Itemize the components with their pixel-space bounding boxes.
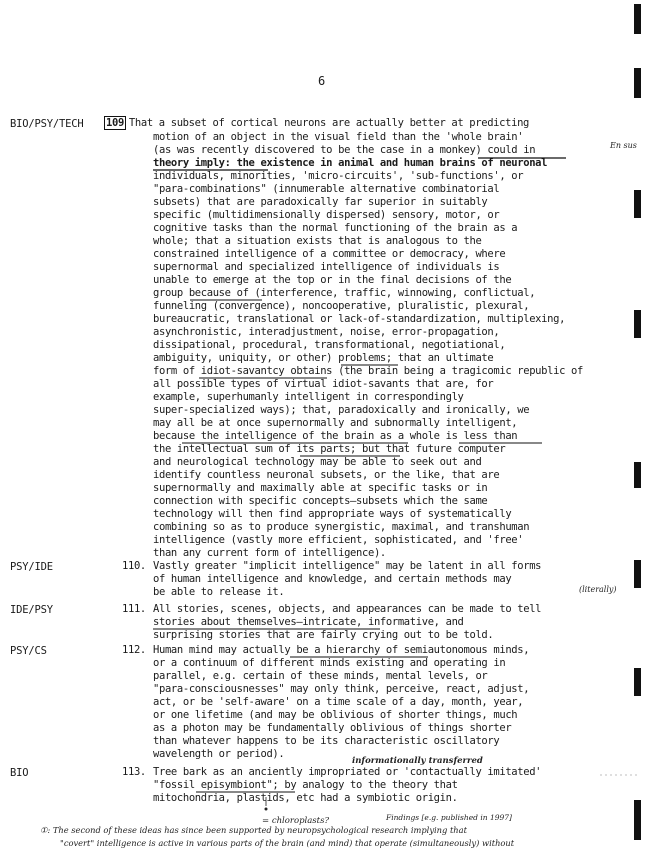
entry-110-line: be able to release it. (153, 586, 285, 598)
entry-109-line: motion of an object in the visual field than the 'whole brain' (153, 131, 524, 143)
entry-109-line: funneling (convergence), noncooperative, pluralistic, plexural, (153, 300, 530, 312)
entry-109-line: the intellectual sum of its parts; but that future computer (153, 443, 506, 455)
entry-109-line: cognitive tasks than the normal functioning of the brain as a (153, 222, 518, 234)
margin-bar (634, 68, 641, 98)
margin-bar (634, 4, 641, 34)
entry-number: 111. (122, 603, 146, 615)
entry-tag: BIO/PSY/TECH (10, 118, 84, 130)
entry-109-line: identify countless neuronal subsets, or the like, that are (153, 469, 500, 481)
entry-112-line: "para-consciousnesses" may only think, perceive, react, adjust, (153, 683, 530, 695)
entry-109-line: asynchronistic, interadjustment, noise, error-propagation, (153, 326, 500, 338)
entry-109-line: specific (multidimensionally dispersed) sensory, motor, or (153, 209, 500, 221)
entry-112-line: or one lifetime (and may be oblivious of shorter things, much (153, 709, 518, 721)
entry-113-line: "fossil episymbiont"; by analogy to the theory that (153, 779, 458, 791)
handwritten-findings: Findings [e.g. published in 1997] (386, 813, 512, 822)
entry-109-line: constrained intelligence of a committee or democracy, where (153, 248, 506, 260)
margin-bar (634, 800, 641, 840)
entry-109-line: unable to emerge at the top or in the final decisions of the (153, 274, 512, 286)
entry-109-line: connection with specific concepts—subsets which the same (153, 495, 488, 507)
margin-bar (634, 560, 641, 588)
entry-109-line: group because of (interference, traffic, winnowing, conflictual, (153, 287, 536, 299)
entry-109-line: because the intelligence of the brain as a whole is less than (153, 430, 518, 442)
entry-109-line: and neurological technology may be able to seek out and (153, 456, 482, 468)
entry-110-line: of human intelligence and knowledge, and certain methods may (153, 573, 512, 585)
margin-bar (634, 668, 641, 696)
handwritten-margin-note: En sus (610, 141, 637, 150)
entry-109-line: technology will then find appropriate ways of systematically (153, 508, 512, 520)
entry-113-line: Tree bark as an anciently impropriated or 'contactually imitated' (153, 766, 542, 778)
entry-109-line: individuals, minorities, 'micro-circuits', 'sub-functions', or (153, 170, 524, 182)
entry-109-line: combining so as to produce synergistic, maximal, and transhuman (153, 521, 530, 533)
handwritten-footnote-line-1: ①: The second of these ideas has since been supported by neuropsychological research implying that (40, 825, 467, 835)
handwritten-chloroplasts: = chloroplasts? (262, 816, 329, 826)
margin-bar (634, 462, 641, 488)
entry-109-line: supernormally and maximally able at specific tasks or in (153, 482, 488, 494)
entry-112-line: wavelength or period). (153, 748, 285, 760)
entry-109-line: bureaucratic, translational or lack-of-standardization, multiplexing, (153, 313, 566, 325)
entry-112-line: Human mind may actually be a hierarchy of semiautonomous minds, (153, 644, 530, 656)
entry-112-line: than whatever happens to be its characteristic oscillatory (153, 735, 500, 747)
handwritten-informationally: informationally transferred (352, 756, 483, 766)
entry-109-line: may all be at once supernormally and subnormally intelligent, (153, 417, 518, 429)
handwritten-footnote-line-2: "covert" intelligence is active in various parts of the brain (and mind) that operate (simultaneously) without (60, 838, 515, 848)
entry-109-line: whole; that a situation exists that is analogous to the (153, 235, 482, 247)
entry-109-line: super-specialized ways); that, paradoxically and ironically, we (153, 404, 530, 416)
page-number: 6 (318, 74, 326, 88)
entry-109-line: than any current form of intelligence). (153, 547, 386, 559)
entry-number: 113. (122, 766, 146, 778)
entry-tag: PSY/IDE (10, 561, 53, 573)
entry-109-line: ambiguity, uniquity, or other) problems; that an ultimate (153, 352, 494, 364)
entry-109-line: theory imply: the existence in animal and human brains of neuronal (153, 157, 548, 169)
entry-111-line: All stories, scenes, objects, and appearances can be made to tell (153, 603, 542, 615)
entry-tag: BIO (10, 767, 29, 779)
entry-112-line: as a photon may be fundamentally oblivious of things shorter (153, 722, 512, 734)
entry-109-line: all possible types of virtual idiot-savants that are, for (153, 378, 494, 390)
margin-bar (634, 190, 641, 218)
margin-bar (634, 310, 641, 338)
entry-112-line: parallel, e.g. certain of these minds, mental levels, or (153, 670, 488, 682)
entry-111-line: stories about themselves—intricate, informative, and (153, 616, 464, 628)
entry-109-line: supernormal and specialized intelligence of individuals is (153, 261, 500, 273)
entry-109-line: "para-combinations" (innumerable alternative combinatorial (153, 183, 500, 195)
entry-109-line: (as was recently discovered to be the case in a monkey) could in (153, 144, 536, 156)
entry-112-line: or a continuum of different minds existing and operating in (153, 657, 506, 669)
entry-111-line: surprising stories that are fairly crying out to be told. (153, 629, 494, 641)
entry-112-line: act, or be 'self-aware' on a time scale of a day, month, year, (153, 696, 524, 708)
entry-110-line: Vastly greater "implicit intelligence" may be latent in all forms (153, 560, 542, 572)
entry-109-line: dissipational, procedural, transformational, negotiational, (153, 339, 506, 351)
entry-109-line: example, superhumanly intelligent in correspondingly (153, 391, 464, 403)
entry-number: 109 (106, 117, 124, 129)
entry-109-line: form of idiot-savantcy obtains (the brain being a tragicomic republic of (153, 365, 583, 377)
entry-109-line: intelligence (vastly more efficient, sophisticated, and 'free' (153, 534, 524, 546)
entry-number: 112. (122, 644, 146, 656)
handwritten-literally: (literally) (579, 585, 617, 594)
entry-113-line: mitochondria, plastids, etc had a symbiotic origin. (153, 792, 458, 804)
entry-tag: PSY/CS (10, 645, 47, 657)
entry-tag: IDE/PSY (10, 604, 53, 616)
entry-109-line-0: 109 That a subset of cortical neurons are actually better at predicting (106, 117, 530, 129)
entry-109-line: subsets) that are paradoxically far superior in suitably (153, 196, 488, 208)
entry-number: 110. (122, 560, 146, 572)
